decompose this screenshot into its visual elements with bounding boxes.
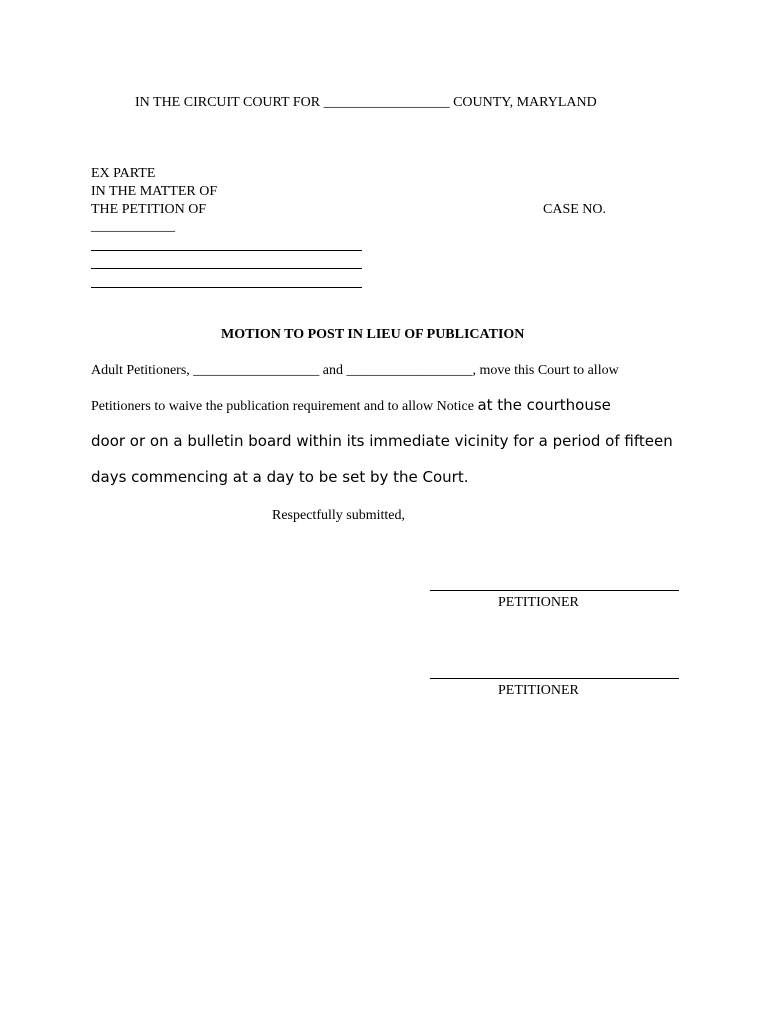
signature-label: PETITIONER — [498, 595, 579, 610]
caption-blank-line — [91, 250, 362, 251]
body-line-serif-part: Petitioners to waive the publication requirement and to allow Notice — [91, 399, 478, 414]
signature-line — [430, 590, 679, 591]
caption-blank-line — [91, 268, 362, 269]
signature-line — [430, 678, 679, 679]
case-number-label: CASE NO. — [543, 202, 607, 217]
motion-title: MOTION TO POST IN LIEU OF PUBLICATION — [221, 327, 525, 342]
signature-label: PETITIONER — [498, 683, 579, 698]
closing-text: Respectfully submitted, — [272, 508, 405, 523]
court-heading: IN THE CIRCUIT COURT FOR __________________ COUNTY, MARYLAND — [135, 95, 597, 110]
body-line: days commencing at a day to be set by the Court. — [91, 468, 469, 486]
body-line — [91, 398, 611, 414]
caption-line-matter: IN THE MATTER OF — [91, 184, 218, 199]
body-line: door or on a bulletin board within its immediate vicinity for a period of fifteen — [91, 432, 673, 450]
body-line-sans-part: at the courthouse — [477, 396, 611, 414]
body-line: Adult Petitioners, __________________ and __________________, move this Court to allow — [91, 363, 619, 378]
caption-blank-line — [91, 287, 362, 288]
caption-line-ex-parte: EX PARTE — [91, 166, 156, 181]
caption-line-petition: THE PETITION OF — [91, 202, 207, 217]
petitioner-name-blank: ____________ — [91, 219, 175, 234]
